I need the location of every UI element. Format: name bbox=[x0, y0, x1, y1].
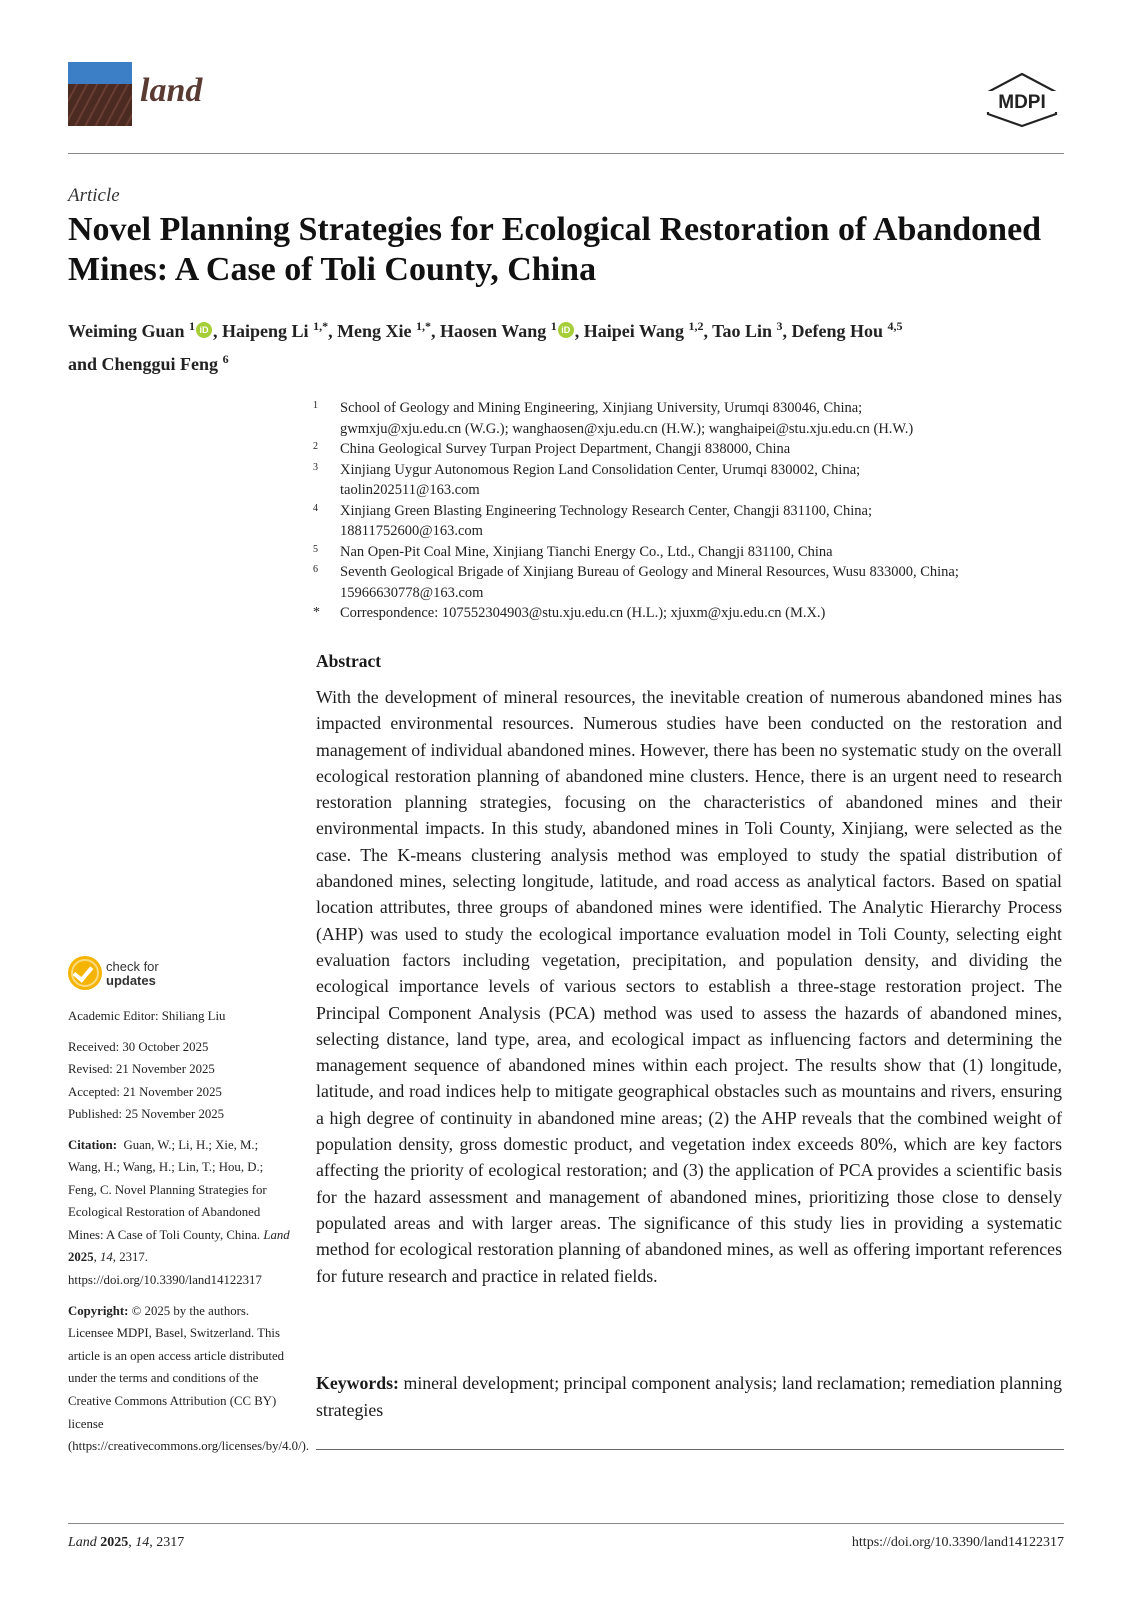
author-affiliation-ref: 1,* bbox=[313, 319, 329, 333]
author[interactable]: Haosen Wang bbox=[440, 321, 547, 341]
copyright-text: © 2025 by the authors. Licensee MDPI, Basel, Switzerland. This article is an open access article distributed under the terms and conditions of the Creative Commons Attribution (CC BY) license (https://creativecommons.org/licenses/by/4.0/). bbox=[68, 1303, 310, 1454]
citation-doi[interactable]: , 2317. https://doi.org/10.3390/land14122317 bbox=[68, 1250, 262, 1288]
citation-volume: 14 bbox=[100, 1250, 113, 1265]
accepted-date: Accepted: 21 November 2025 bbox=[68, 1084, 222, 1099]
author[interactable]: Weiming Guan bbox=[68, 321, 185, 341]
affiliation-line: Nan Open-Pit Coal Mine, Xinjiang Tianchi Energy Co., Ltd., Changji 831100, China bbox=[340, 543, 833, 560]
article-info-sidebar bbox=[68, 1005, 310, 1458]
author-affiliation-ref: 3 bbox=[776, 319, 783, 333]
footer-article-number: 2317 bbox=[156, 1535, 185, 1550]
footer-year: 2025 bbox=[100, 1535, 129, 1550]
affiliation-line: Xinjiang Uygur Autonomous Region Land Consolidation Center, Urumqi 830002, China; bbox=[340, 461, 861, 478]
footer-citation: Land 2025, 14, 2317 bbox=[68, 1535, 185, 1550]
check-updates-icon bbox=[68, 956, 102, 990]
affiliation-item bbox=[313, 542, 1073, 563]
author-affiliation-ref: 1,* bbox=[416, 319, 432, 333]
affiliation-line: School of Geology and Mining Engineering, Xinjiang University, Urumqi 830046, China; bbox=[340, 400, 863, 416]
published-date: Published: 25 November 2025 bbox=[68, 1107, 225, 1121]
footer-journal: Land bbox=[68, 1535, 97, 1550]
affiliation-number: 6 bbox=[313, 564, 318, 575]
footer-volume: 14 bbox=[135, 1535, 150, 1550]
footer-doi-link[interactable]: https://doi.org/10.3390/land14122317 bbox=[851, 1535, 1064, 1550]
article-title: Novel Planning Strategies for Ecological Restoration of Abandoned Mines: A Case of Toli County, China bbox=[68, 211, 1042, 288]
affiliation-emails[interactable]: 15966630778@163.com bbox=[340, 584, 484, 601]
revised-date: Revised: 21 November 2025 bbox=[68, 1062, 215, 1076]
citation-text: Guan, W.; Li, H.; Xie, M.; Wang, H.; Wang, H.; Lin, T.; Hou, D.; Feng, C. Novel Planning Strategies for Ecological Restoration of Abandoned Mines: A Case of Toli County, China. bbox=[68, 1137, 267, 1242]
abstract-body: With the development of mineral resources, the inevitable creation of numerous abandoned mines has impacted environmental resources. Numerous studies have been conducted on the restoration and management of individual abandoned mines. However, there has been no systematic study on the overall ecological restoration planning of abandoned mine clusters. Hence, there is an urgent need to research restoration planning strategies, focusing on the characteristics of abandoned mines and their environmental impacts. In this study, abandoned mines in Toli County, Xinjiang, were selected as the case. The K-means clustering analysis method was employed to study the spatial distribution of abandoned mines, selecting longitude, latitude, and road access as analytical factors. Based on spatial location attributes, three groups of abandoned mines were identified. The Analytic Hierarchy Process (AHP) was used to study the ecological importance evaluation model in Toli County, selecting eight evaluation factors including vegetation, precipitation, and population density, and dividing the ecological importance levels of various sectors to establish a three-stage restoration project. The Principal Component Analysis (PCA) method was used to assess the hazards of abandoned mines, selecting distance, land type, area, and ecological impact as influencing factors and determining the management sequence of abandoned mines within each project. The results show that (1) longitude, latitude, and road indices help to mitigate geographical obstacles such as mountains and rivers, ensuring a high degree of continuity in abandoned mine areas; (2) the AHP reveals that the combined weight of population density, gross domestic product, and vegetation index exceeds 80%, which are key factors affecting the priority of ecological restoration; and (3) the application of PCA provides a scientific basis for the hazard assessment and management of abandoned mines, prioritizing those close to densely populated areas and with larger areas. The significance of this study lies in providing a systematic method for ecological restoration planning of abandoned mines, as well as offering important references for future research and practice in related fields. bbox=[316, 687, 1062, 1286]
correspondence-item bbox=[313, 603, 1073, 624]
check-updates-label: check for bbox=[106, 959, 159, 974]
article-type: Article bbox=[68, 185, 120, 206]
author[interactable]: Meng Xie bbox=[337, 321, 412, 341]
keywords bbox=[316, 1370, 1062, 1423]
abstract-divider bbox=[316, 1449, 1064, 1450]
affiliation-number: 5 bbox=[313, 543, 318, 555]
affiliation-item bbox=[313, 501, 1073, 542]
mdpi-logo bbox=[982, 72, 1062, 128]
affiliation-item bbox=[313, 439, 1073, 460]
mdpi-logo-text: MDPI bbox=[998, 92, 1046, 113]
copyright-label: Copyright: bbox=[68, 1303, 129, 1318]
author-list: Weiming Guan $^1$ iD , Haipeng Li $^{1,*}$, Meng Xie $^{1,*}$, Haosen Wang $^1$ iD , Haipei Wang $^{1,2}$, Tao Lin $^3$, Defeng Hou $^{4,5}$ and Chenggui Feng $^6$ bbox=[68, 319, 903, 374]
affiliation-line: Seventh Geological Brigade of Xinjiang Bureau of Geology and Mineral Resources, Wusu 833000, China; bbox=[340, 564, 959, 580]
footer-divider bbox=[68, 1523, 1064, 1524]
orcid-icon[interactable]: iD bbox=[196, 322, 212, 338]
author-conjunction: and bbox=[68, 354, 98, 374]
author-affiliation-ref: 6 bbox=[222, 352, 229, 366]
author[interactable]: Haipei Wang bbox=[583, 321, 684, 341]
author[interactable]: Tao Lin bbox=[712, 321, 773, 341]
affiliation-number: 2 bbox=[313, 441, 318, 452]
author[interactable]: Chenggui Feng bbox=[101, 354, 219, 374]
citation-block: Citation: Guan, W.; Li, H.; Xie, M.; Wang, H.; Wang, H.; Lin, T.; Hou, D.; Feng, C. Novel Planning Strategies for Ecological Restoration of Abandoned Mines: A Case of Toli County, China. Land 2025, 14, 2317. https://doi.org/10.3390/land14122317 bbox=[68, 1137, 290, 1288]
affiliation-emails[interactable]: 18811752600@163.com bbox=[340, 523, 483, 539]
affiliation-line: China Geological Survey Turpan Project Department, Changji 838000, China bbox=[340, 441, 791, 457]
correspondence-marker: * bbox=[313, 605, 320, 620]
affiliations-list bbox=[313, 398, 1073, 624]
author-affiliation-ref: 4,5 bbox=[887, 319, 903, 333]
correspondence-line[interactable]: Correspondence: 107552304903@stu.xju.edu.cn (H.L.); xjuxm@xju.edu.cn (M.X.) bbox=[340, 605, 826, 621]
affiliation-item bbox=[313, 460, 1073, 501]
received-date: Received: 30 October 2025 bbox=[68, 1039, 209, 1054]
affiliation-item bbox=[313, 562, 1073, 603]
journal-name: land bbox=[140, 72, 203, 109]
affiliation-emails[interactable]: taolin202511@163.com bbox=[340, 482, 480, 498]
author-affiliation-ref: 1 bbox=[189, 319, 196, 333]
check-updates-label-bold: updates bbox=[106, 973, 156, 988]
citation-year: 2025 bbox=[68, 1250, 94, 1265]
keywords-list: mineral development; principal component analysis; land reclamation; remediation planning strategies bbox=[316, 1373, 1062, 1420]
affiliation-item bbox=[313, 398, 1073, 439]
citation-label: Citation: bbox=[68, 1137, 118, 1152]
journal-logo bbox=[68, 62, 132, 126]
abstract-heading: Abstract bbox=[316, 651, 382, 671]
author-affiliation-ref: 1,2 bbox=[688, 319, 704, 333]
affiliation-line: Xinjiang Green Blasting Engineering Technology Research Center, Changji 831100, China; bbox=[340, 502, 872, 519]
affiliation-number: 3 bbox=[313, 461, 318, 473]
copyright-block bbox=[68, 1300, 310, 1458]
affiliation-number: 4 bbox=[313, 502, 318, 514]
citation-journal: Land bbox=[263, 1227, 290, 1242]
author[interactable]: Defeng Hou bbox=[791, 321, 884, 341]
header-divider bbox=[68, 153, 1064, 154]
academic-editor: Academic Editor: Shiliang Liu bbox=[68, 1009, 226, 1023]
author-affiliation-ref: 1 bbox=[550, 319, 557, 333]
author[interactable]: Haipeng Li bbox=[222, 321, 309, 341]
orcid-icon[interactable]: iD bbox=[558, 322, 574, 338]
keywords-label: Keywords: bbox=[316, 1373, 399, 1393]
affiliation-emails[interactable]: gwmxju@xju.edu.cn (W.G.); wanghaosen@xju.edu.cn (H.W.); wanghaipei@stu.xju.edu.cn (H.W.) bbox=[340, 420, 914, 437]
check-for-updates-button[interactable] bbox=[68, 956, 218, 992]
affiliation-number: 1 bbox=[313, 400, 318, 411]
